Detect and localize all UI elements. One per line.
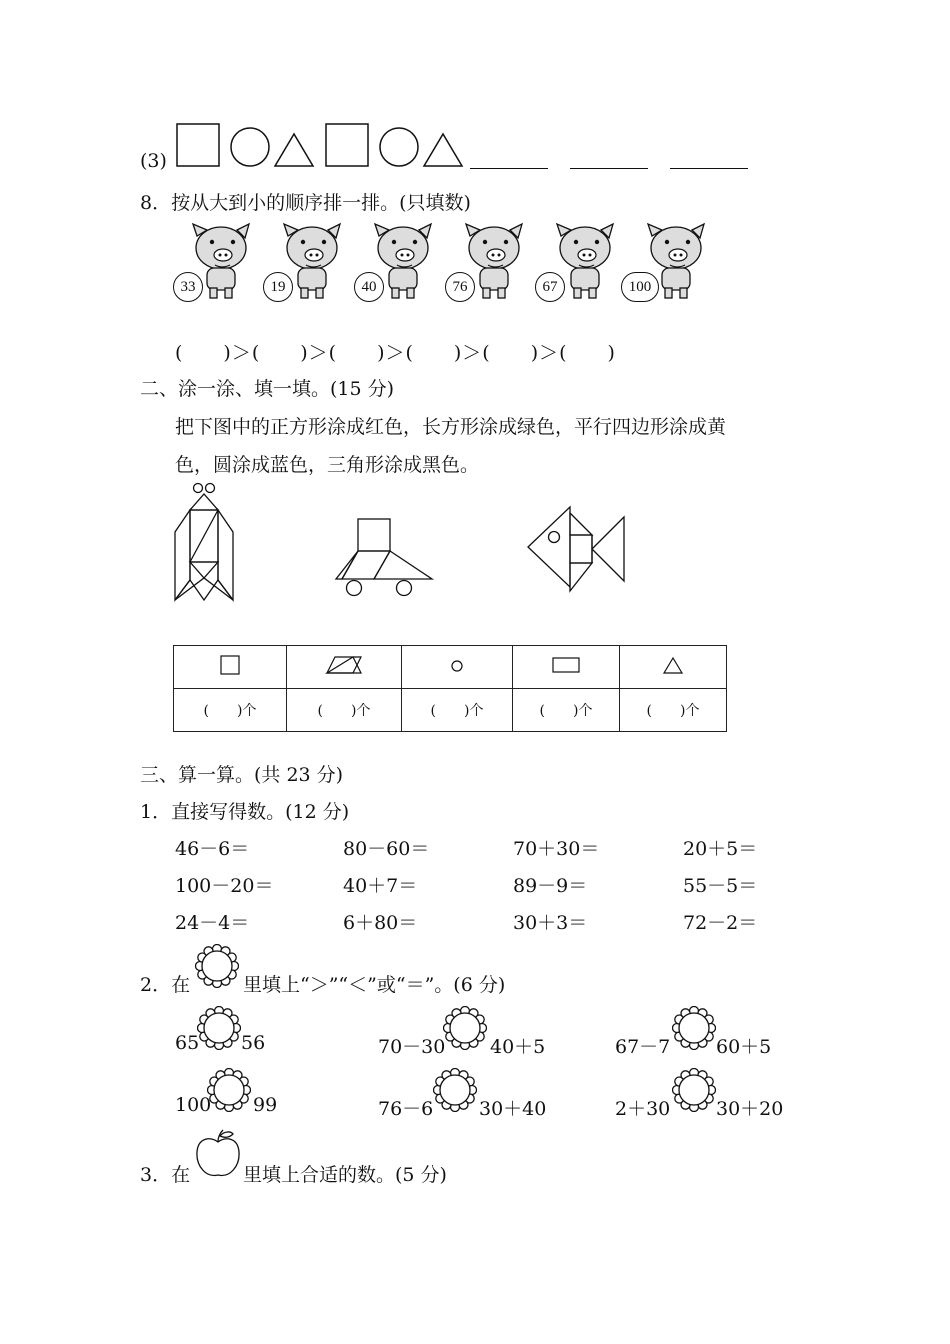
compare-left: 76－6 bbox=[378, 1098, 434, 1120]
q3-prefix: 3．在 bbox=[140, 1164, 191, 1186]
square-icon bbox=[219, 654, 241, 676]
section3-title: 三、算一算。(共 23 分) bbox=[140, 764, 344, 786]
calc-item: 72－2＝ bbox=[683, 912, 758, 934]
q7-part3-label: (3) bbox=[140, 150, 167, 172]
square-icon bbox=[177, 124, 219, 166]
compare-right: 30＋40 bbox=[479, 1098, 547, 1120]
compare-left: 2＋30 bbox=[615, 1098, 671, 1120]
count-cell-rectangle[interactable]: ( )个 bbox=[513, 689, 620, 732]
calc-item: 40＋7＝ bbox=[343, 875, 418, 897]
calc-item: 100－20＝ bbox=[175, 875, 274, 897]
flower-circle-icon bbox=[195, 944, 239, 988]
calc-item: 80－60＝ bbox=[343, 838, 430, 860]
shape-count-table bbox=[173, 645, 727, 732]
circle-icon bbox=[450, 659, 464, 673]
pig-number: 40 bbox=[354, 272, 384, 302]
table-count-row bbox=[174, 689, 727, 732]
compare-right: 99 bbox=[253, 1094, 278, 1116]
fish-figure bbox=[526, 505, 628, 597]
square-icon bbox=[326, 124, 368, 166]
flower-circle-icon[interactable] bbox=[672, 1068, 716, 1112]
rectangle-icon bbox=[551, 656, 581, 674]
circle-icon bbox=[380, 128, 418, 166]
calc-item: 30＋3＝ bbox=[513, 912, 588, 934]
triangle-icon bbox=[662, 655, 684, 675]
pig-number: 100 bbox=[621, 272, 659, 302]
answer-blank[interactable] bbox=[670, 150, 748, 169]
count-cell-parallelogram[interactable]: ( )个 bbox=[287, 689, 402, 732]
count-cell-circle[interactable]: ( )个 bbox=[402, 689, 513, 732]
answer-blank[interactable] bbox=[570, 150, 648, 169]
calc-item: 46－6＝ bbox=[175, 838, 250, 860]
table-cell bbox=[174, 646, 287, 689]
calc-item: 70＋30＝ bbox=[513, 838, 600, 860]
pig-number: 33 bbox=[173, 272, 203, 302]
flower-circle-icon[interactable] bbox=[197, 1006, 241, 1050]
flower-circle-icon[interactable] bbox=[443, 1006, 487, 1050]
rocket-figure bbox=[170, 480, 240, 608]
compare-right: 56 bbox=[241, 1032, 266, 1054]
section2-instruction-line2: 色，圆涂成蓝色，三角形涂成黑色。 bbox=[175, 454, 480, 476]
q1-title: 1．直接写得数。(12 分) bbox=[140, 801, 350, 823]
flower-circle-icon[interactable] bbox=[433, 1068, 477, 1112]
table-cell bbox=[287, 646, 402, 689]
triangle-icon bbox=[275, 134, 313, 166]
compare-left: 65 bbox=[175, 1032, 200, 1054]
table-cell bbox=[513, 646, 620, 689]
parallelogram-icon bbox=[325, 655, 363, 675]
compare-left: 70－30 bbox=[378, 1036, 446, 1058]
calc-item: 24－4＝ bbox=[175, 912, 250, 934]
triangle-icon bbox=[424, 134, 462, 166]
q8-title: 8．按从大到小的顺序排一排。(只填数) bbox=[140, 192, 471, 214]
pig-number: 67 bbox=[535, 272, 565, 302]
compare-left: 67－7 bbox=[615, 1036, 671, 1058]
flower-circle-icon[interactable] bbox=[672, 1006, 716, 1050]
circle-icon bbox=[231, 128, 269, 166]
count-cell-square[interactable]: ( )个 bbox=[174, 689, 287, 732]
count-cell-triangle[interactable]: ( )个 bbox=[620, 689, 727, 732]
calc-item: 89－9＝ bbox=[513, 875, 588, 897]
compare-right: 40＋5 bbox=[490, 1036, 546, 1058]
shape-sequence bbox=[175, 122, 475, 170]
section2-title: 二、涂一涂、填一填。(15 分) bbox=[140, 378, 395, 400]
pig-number: 76 bbox=[445, 272, 475, 302]
q2-suffix: 里填上“＞”“＜”或“＝”。(6 分) bbox=[243, 974, 506, 996]
pig-row bbox=[173, 222, 713, 304]
car-figure bbox=[334, 515, 439, 600]
sequence-blanks bbox=[470, 150, 770, 169]
table-header-row bbox=[174, 646, 727, 689]
q2-prefix: 2．在 bbox=[140, 974, 191, 996]
calc-item: 6＋80＝ bbox=[343, 912, 418, 934]
pig-number: 19 bbox=[263, 272, 293, 302]
table-cell bbox=[620, 646, 727, 689]
section2-instruction-line1: 把下图中的正方形涂成红色，长方形涂成绿色，平行四边形涂成黄 bbox=[175, 416, 727, 438]
q8-answer-row[interactable]: ( )＞( )＞( )＞( )＞( )＞( ) bbox=[175, 342, 616, 364]
table-cell bbox=[402, 646, 513, 689]
apple-icon bbox=[194, 1128, 242, 1180]
compare-left: 100 bbox=[175, 1094, 212, 1116]
compare-right: 30＋20 bbox=[716, 1098, 784, 1120]
calc-item: 55－5＝ bbox=[683, 875, 758, 897]
calc-item: 20＋5＝ bbox=[683, 838, 758, 860]
compare-right: 60＋5 bbox=[716, 1036, 772, 1058]
q3-suffix: 里填上合适的数。(5 分) bbox=[243, 1164, 447, 1186]
answer-blank[interactable] bbox=[470, 150, 548, 169]
flower-circle-icon[interactable] bbox=[207, 1068, 251, 1112]
